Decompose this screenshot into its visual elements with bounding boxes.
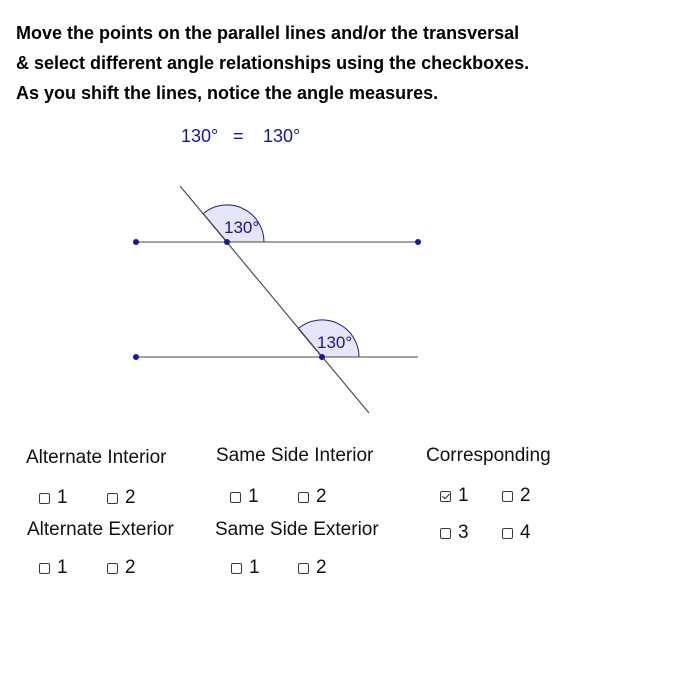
checkbox-label: 1 <box>57 487 68 508</box>
checkbox-label: 2 <box>316 486 327 507</box>
checkbox-box[interactable] <box>298 563 309 574</box>
same-side-exterior-label: Same Side Exterior <box>215 519 379 540</box>
point-bottom-intersection[interactable] <box>319 354 325 360</box>
checkbox-label: 1 <box>249 557 260 578</box>
equation-operator: = <box>233 126 244 146</box>
point-top-right[interactable] <box>415 239 421 245</box>
checkbox-box[interactable] <box>230 492 241 503</box>
corresponding-checkbox-3[interactable] <box>440 522 469 544</box>
corresponding-checkbox-1[interactable] <box>440 485 469 507</box>
instruction-line-1: Move the points on the parallel lines and/or the transversal <box>16 23 520 43</box>
instruction-line-2: & select different angle relationships using the checkboxes. <box>16 53 530 73</box>
checkbox-box[interactable] <box>231 563 242 574</box>
checkbox-label: 4 <box>520 522 531 543</box>
checkbox-label: 1 <box>458 485 469 506</box>
checkbox-box[interactable] <box>39 493 50 504</box>
checkbox-label: 2 <box>125 487 136 508</box>
alternate-exterior-checkbox-1[interactable] <box>39 557 68 579</box>
checkbox-label: 2 <box>125 557 136 578</box>
checkbox-box-checked[interactable] <box>440 491 451 502</box>
checkbox-box[interactable] <box>107 563 118 574</box>
transversal-line[interactable] <box>180 186 369 413</box>
equation-left-value: 130° <box>181 126 219 146</box>
checkbox-label: 1 <box>57 557 68 578</box>
alternate-interior-label: Alternate Interior <box>26 447 167 468</box>
checkbox-box[interactable] <box>502 491 513 502</box>
alternate-exterior-label: Alternate Exterior <box>27 519 174 540</box>
checkbox-label: 1 <box>248 486 259 507</box>
point-bottom-left[interactable] <box>133 354 139 360</box>
checkbox-box[interactable] <box>298 492 309 503</box>
alternate-interior-checkbox-2[interactable] <box>107 487 136 509</box>
angle-label-top: 130° <box>224 218 260 237</box>
angle-label-bottom: 130° <box>317 333 353 352</box>
same-side-interior-checkbox-2[interactable] <box>298 486 327 508</box>
corresponding-label: Corresponding <box>426 445 551 466</box>
same-side-exterior-checkbox-1[interactable] <box>231 557 260 579</box>
checkbox-label: 2 <box>316 557 327 578</box>
equation-right-value: 130° <box>263 126 301 146</box>
instruction-line-3: As you shift the lines, notice the angle measures. <box>16 83 439 103</box>
checkbox-box[interactable] <box>107 493 118 504</box>
corresponding-checkbox-4[interactable] <box>502 522 531 544</box>
same-side-exterior-checkbox-2[interactable] <box>298 557 327 579</box>
alternate-exterior-checkbox-2[interactable] <box>107 557 136 579</box>
checkbox-label: 2 <box>520 485 531 506</box>
point-top-left[interactable] <box>133 239 139 245</box>
checkbox-box[interactable] <box>440 528 451 539</box>
checkbox-box[interactable] <box>502 528 513 539</box>
same-side-interior-checkbox-1[interactable] <box>230 486 259 508</box>
checkbox-box[interactable] <box>39 563 50 574</box>
checkbox-label: 3 <box>458 522 469 543</box>
same-side-interior-label: Same Side Interior <box>216 445 374 466</box>
point-top-intersection[interactable] <box>224 239 230 245</box>
corresponding-checkbox-2[interactable] <box>502 485 531 507</box>
alternate-interior-checkbox-1[interactable] <box>39 487 68 509</box>
